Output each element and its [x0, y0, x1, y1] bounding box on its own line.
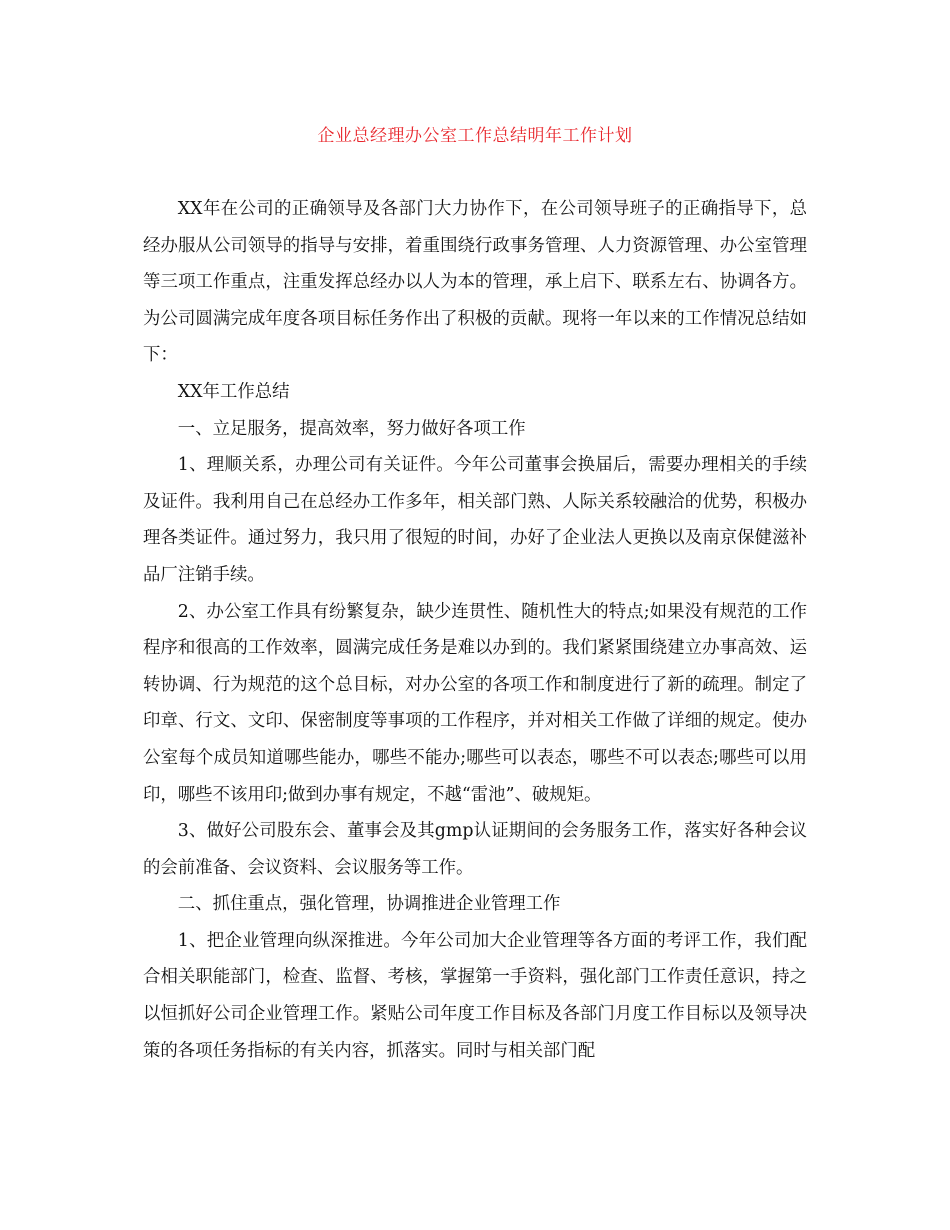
paragraph: 2、办公室工作具有纷繁复杂，缺少连贯性、随机性大的特点;如果没有规范的工作程序和很高的工作效率，圆满完成任务是难以办到的。我们紧紧围绕建立办事高效、运转协调、行为规范的这个总目标，对办公室的各项工作和制度进行了新的疏理。制定了印章、行文、文印、保密制度等事项的工作程序，并对相关工作做了详细的规定。使办公室每个成员知道哪些能办，哪些不能办;哪些可以表态，哪些不可以表态;哪些可以用印，哪些不该用印;做到办事有规定，不越“雷池”、破规矩。 — [143, 601, 807, 805]
document-body — [143, 191, 807, 1069]
paragraph: 3、做好公司股东会、董事会及其gmp认证期间的会务服务工作，落实好各种会议的会前准备、会议资料、会议服务等工作。 — [143, 821, 807, 878]
section-heading: 一、立足服务，提高效率，努力做好各项工作 — [177, 418, 526, 439]
paragraph: 1、理顺关系，办理公司有关证件。今年公司董事会换届后，需要办理相关的手续及证件。我利用自己在总经办工作多年，相关部门熟、人际关系较融洽的优势，积极办理各类证件。通过努力，我只用了很短的时间，办好了企业法人更换以及南京保健滋补品厂注销手续。 — [143, 455, 807, 585]
section-heading: 二、抓住重点，强化管理，协调推进企业管理工作 — [177, 894, 561, 915]
paragraph: 1、把企业管理向纵深推进。今年公司加大企业管理等各方面的考评工作，我们配合相关职能部门，检查、监督、考核，掌握第一手资料，强化部门工作责任意识，持之以恒抓好公司企业管理工作。紧贴公司年度工作目标及各部门月度工作目标以及领导决策的各项任务指标的有关内容，抓落实。同时与相关部门配 — [143, 930, 807, 1061]
document-title: 企业总经理办公室工作总结明年工作计划 — [317, 126, 633, 146]
paragraph: XX年在公司的正确领导及各部门大力协作下，在公司领导班子的正确指导下，总经办服从公司领导的指导与安排，着重围绕行政事务管理、人力资源管理、办公室管理等三项工作重点，注重发挥总经办以人为本的管理，承上启下、联系左右、协调各方。为公司圆满完成年度各项目标任务作出了积极的贡献。现将一年以来的工作情况总结如下： — [143, 199, 807, 366]
section-heading: XX年工作总结 — [177, 381, 290, 402]
